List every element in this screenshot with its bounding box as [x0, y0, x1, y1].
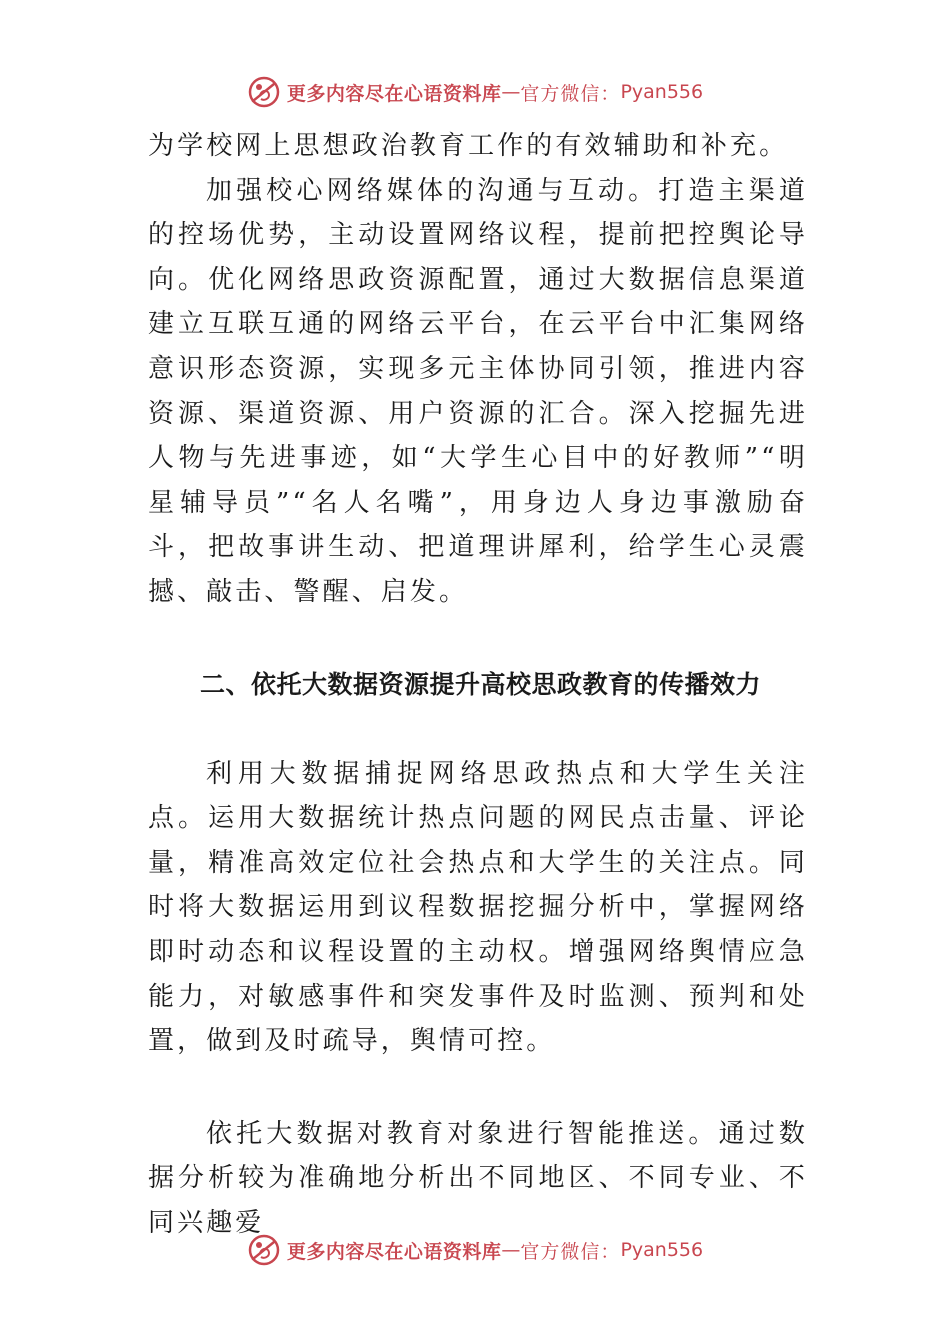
footer-brand-text: 更多内容尽在心语资料库: [286, 1240, 502, 1263]
header-wechat-label: 官方微信：: [520, 82, 621, 105]
footer-separator: —: [501, 1239, 521, 1261]
document-body: [148, 124, 808, 1245]
paragraph-media-interaction: 加强校心网络媒体的沟通与互动。打造主渠道的控场优势，主动设置网络议程，提前把控舆论导向。优化网络思政资源配置，通过大数据信息渠道建立互联互通的网络云平台，在云平台中汇集网络意识形态资源，实现多元主体协同引领，推进内容资源、渠道资源、用户资源的汇合。深入挖掘先进人物与先进事迹，如“大学生心目中的好教师”“明星辅导员”“名人名嘴”，用身边人身边事激励奋斗，把故事讲生动、把道理讲犀利，给学生心灵震撼、敲击、警醒、启发。: [148, 175, 808, 607]
footer-wechat-label: 官方微信：: [520, 1240, 621, 1263]
section-heading: 二、依托大数据资源提升高校思政教育的传播效力: [200, 669, 762, 699]
footer-wechat-id: Pyan556: [620, 1239, 704, 1261]
footer-logo-icon: [247, 1233, 281, 1267]
logo-icon: [247, 75, 281, 109]
footer-banner: [0, 1230, 950, 1270]
header-brand-text: 更多内容尽在心语资料库: [286, 82, 502, 105]
header-banner: [0, 72, 950, 112]
header-separator: —: [501, 81, 521, 103]
paragraph-smart-push: 依托大数据对教育对象进行智能推送。通过数据分析较为准确地分析出不同地区、不同专业、不同兴趣爱: [148, 1118, 808, 1238]
paragraph-hotspots: 利用大数据捕捉网络思政热点和大学生关注点。运用大数据统计热点问题的网民点击量、评论量，精准高效定位社会热点和大学生的关注点。同时将大数据运用到议程数据挖掘分析中，掌握网络即时动态和议程设置的主动权。增强网络舆情应急能力，对敏感事件和突发事件及时监测、预判和处置，做到及时疏导，舆情可控。: [148, 758, 808, 1057]
paragraph-continuation: 为学校网上思想政治教育工作的有效辅助和补充。: [148, 131, 789, 161]
header-wechat-id: Pyan556: [620, 81, 704, 103]
